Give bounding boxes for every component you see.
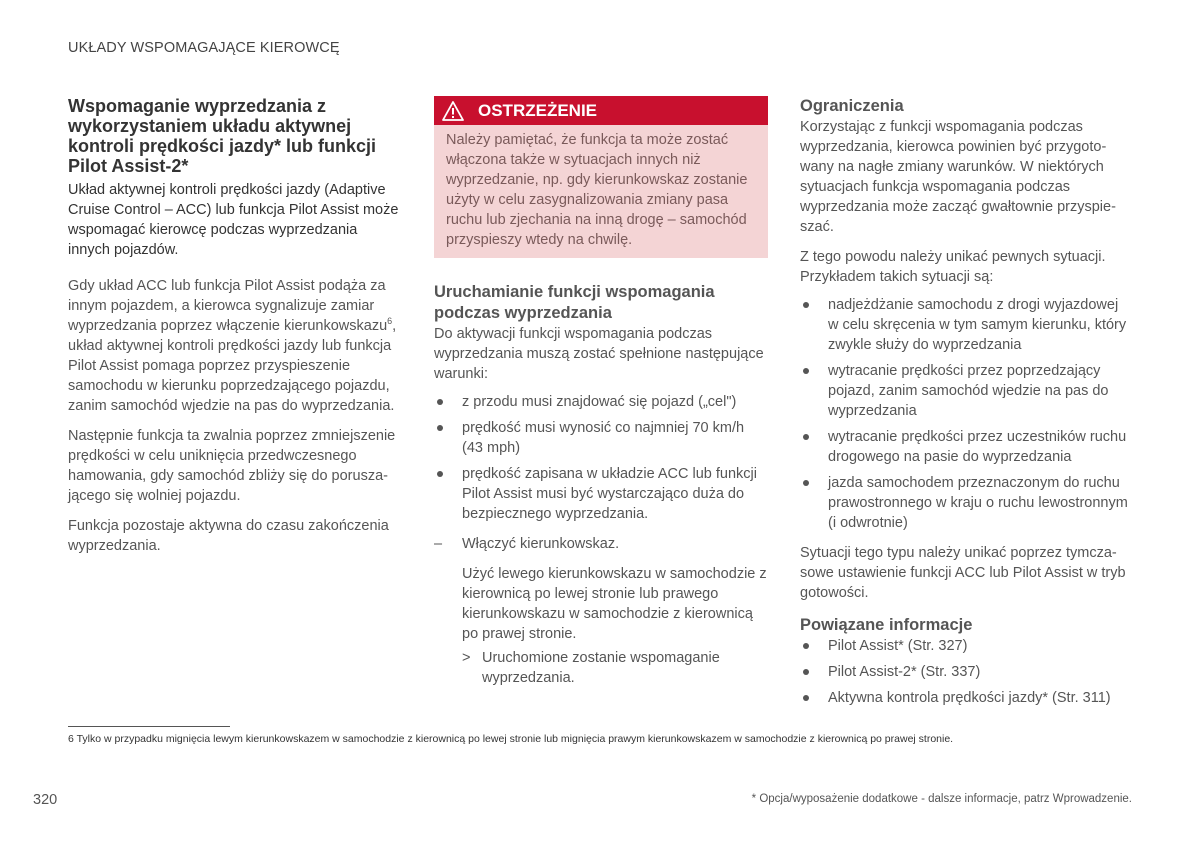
step-text: Włączyć kierunkowskaz. [462, 536, 620, 552]
section-header: UKŁADY WSPOMAGAJĄCE KIEROWCĘ [68, 40, 340, 56]
section-heading-activation: Uruchamianie funkcji wspomagania podczas wyprzedzania [434, 283, 715, 322]
paragraph-acc-following [68, 276, 403, 416]
activation-intro: Do aktywacji funkcji wspomagania podczas wyprzedzania muszą zostać spełnione następujące warunki: [434, 326, 764, 382]
footnote-reference[interactable]: 6 [387, 316, 393, 327]
list-item: z przodu musi znajdować się pojazd („cel") [434, 392, 768, 412]
related-links-list [800, 636, 1130, 708]
warning-text: Należy pamiętać, że funkcja ta może zostać włączona także w sytuacjach innych niż wyprzedzanie, np. gdy kierunkowskaz zostanie użyty w celu zasygnalizowania zmiany pasa ruchu lub zjechania na inną drogę – samochód przyspieszy wtedy na chwilę. [434, 125, 768, 258]
related-link-acc[interactable]: Aktywna kontrola prędkości jazdy* (Str. 311) [800, 688, 1130, 708]
list-item: nadjeżdżanie samochodu z drogi wyjazdowej w celu skręcenia w tym samym kierunku, który zwykle służy do wyprzedzania [800, 295, 1130, 355]
related-link-pilot-assist-2[interactable]: Pilot Assist-2* (Str. 337) [800, 662, 1130, 682]
column-left [68, 96, 403, 566]
list-item: wytracanie prędkości przez poprzedzający pojazd, zanim samochód wjedzie na pas do wyprzedzania [800, 361, 1130, 421]
limitations-paragraph: Korzystając z funkcji wspomagania podczas wyprzedzania, kierowca powinien być przygotowany na nagłe zmiany warunków. W niektórych sytuacjach funkcja wspomagania podczas wyprzedzania może zacząć gwałtownie przyspieszać. [800, 119, 1116, 235]
footer-note: * Opcja/wyposażenie dodatkowe - dalsze informacje, patrz Wprowadzenie. [751, 793, 1132, 805]
page-title: Wspomaganie wyprzedzania z wykorzystaniem układu aktywnej kontroli prędkości jazdy* lub funkcji Pilot Assist-2* [68, 96, 377, 176]
standby-paragraph: Sytuacji tego typu należy unikać poprzez tymczasowe ustawienie funkcji ACC lub Pilot Assist w tryb gotowości. [800, 545, 1126, 601]
paragraph-text: Gdy układ ACC lub funkcja Pilot Assist podąża za innym pojazdem, a kierowca sygnalizuje zamiar wyprzedzania poprzez włączenie kierunkowskazu [68, 278, 388, 334]
step-marker: – [434, 536, 443, 552]
footnote-divider [68, 726, 230, 727]
list-item: wytracanie prędkości przez uczestników ruchu drogowego na pasie do wyprzedzania [800, 427, 1130, 467]
situations-list [800, 295, 1130, 533]
list-item: jazda samochodem przeznaczonym do ruchu prawostronnego w kraju o ruchu lewostronnym (i odwrotnie) [800, 473, 1130, 533]
paragraph-deceleration: Następnie funkcja ta zwalnia poprzez zmniejszenie prędkości w celu uniknięcia przedwczesnego hamowania, gdy samochód zbliży się do poruszającego się wolniej pojazdu. [68, 428, 396, 504]
paragraph-text: , układ aktywnej kontroli prędkości jazdy lub funkcja Pilot Assist pomaga poprzez przyspieszenie samochodu w kierunku poprzedzającego pojazdu, zanim samochód wjedzie na pas do wyprzedzania. [68, 318, 397, 414]
warning-box [434, 96, 768, 258]
procedure-step [434, 534, 768, 554]
warning-label: OSTRZEŻENIE [478, 100, 598, 120]
page-number: 320 [33, 792, 58, 808]
step-detail: Użyć lewego kierunkowskazu w samochodzie z kierownicą po lewej stronie lub prawego kierunkowskazu w samochodzie z kierownicą po prawej stronie. [462, 566, 767, 642]
related-link-pilot-assist[interactable]: Pilot Assist* (Str. 327) [800, 636, 1130, 656]
list-item: prędkość musi wynosić co najmniej 70 km/h (43 mph) [434, 418, 768, 458]
section-heading-related: Powiązane informacje [800, 616, 973, 634]
result-text: Uruchomione zostanie wspomaganie wyprzedzania. [482, 650, 720, 686]
paragraph-active-until: Funkcja pozostaje aktywna do czasu zakończenia wyprzedzania. [68, 518, 389, 554]
result-marker: > [462, 650, 471, 666]
warning-header [434, 96, 768, 125]
column-right [800, 96, 1130, 718]
conditions-list [434, 392, 768, 524]
list-item: prędkość zapisana w układzie ACC lub funkcji Pilot Assist musi być wystarczająco duża do bezpiecznego wyprzedzania. [434, 464, 768, 524]
section-heading-limitations: Ograniczenia [800, 97, 904, 115]
intro-paragraph: Układ aktywnej kontroli prędkości jazdy (Adaptive Cruise Control – ACC) lub funkcja Pilot Assist może wspomagać kierowcę podczas wyprzedzania innych pojazdów. [68, 182, 399, 258]
warning-triangle-icon [442, 101, 464, 121]
step-result [434, 648, 768, 688]
situations-intro: Z tego powodu należy unikać pewnych sytuacji. Przykładem takich sytuacji są: [800, 249, 1106, 285]
footnote: 6 Tylko w przypadku mignięcia lewym kierunkowskazem w samochodzie z kierownicą po lewej stronie lub mignięcia prawym kierunkowskazem w samochodzie z kierownicą po prawej stronie. [68, 733, 954, 745]
column-middle [434, 96, 768, 688]
